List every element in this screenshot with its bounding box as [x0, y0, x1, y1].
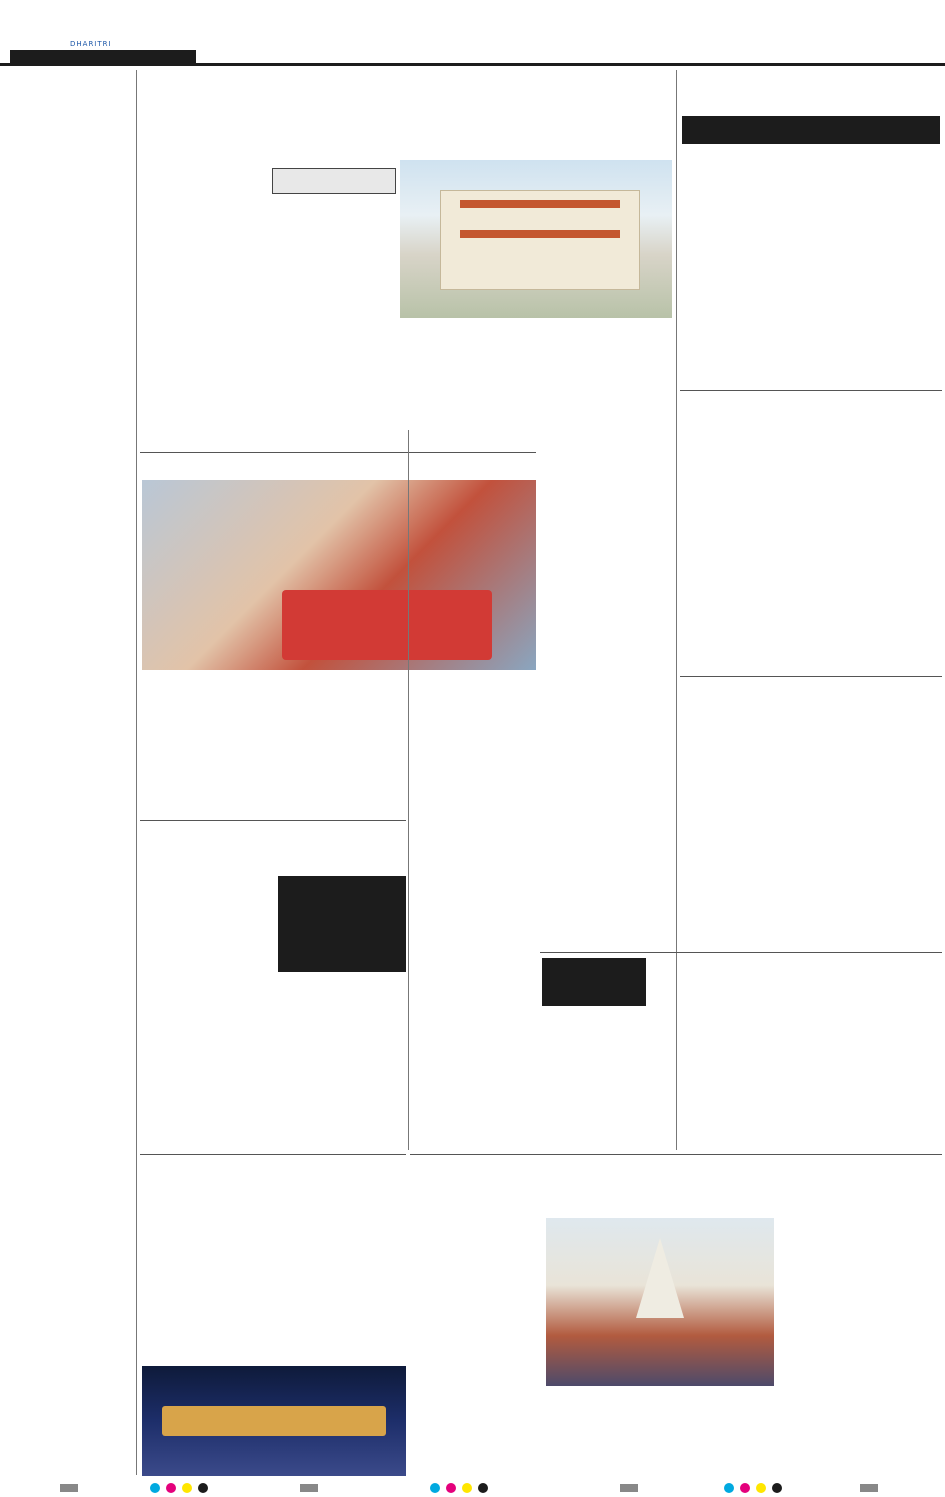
iram-body [682, 712, 940, 948]
top-right-subheadline [682, 116, 940, 144]
natak-headline [682, 396, 940, 428]
section-rule [680, 676, 942, 677]
left-story-body [4, 638, 132, 788]
section-rule [140, 820, 406, 821]
chaitra-body [412, 1228, 542, 1474]
collector-headline [142, 434, 534, 478]
temple-photo [546, 1218, 774, 1386]
column-rule [136, 70, 137, 1475]
registration-bar [860, 1484, 878, 1492]
protest-photo [142, 480, 536, 670]
main-story-body [142, 196, 398, 450]
left-story [4, 1200, 132, 1430]
jagannath-headline [142, 1160, 404, 1220]
main-headline [142, 84, 672, 150]
newspaper-logo [10, 4, 200, 42]
section-rule [680, 390, 942, 391]
black-dot [198, 1483, 208, 1493]
cyan-dot [150, 1483, 160, 1493]
hospital-body [542, 1010, 940, 1150]
left-story-body [4, 1036, 132, 1196]
cyan-dot [724, 1483, 734, 1493]
yellow-dot [462, 1483, 472, 1493]
baisinga-body [142, 880, 406, 1150]
hospital-headline [652, 960, 940, 1004]
iram-headline [682, 682, 940, 708]
baisinga-headline [142, 826, 404, 860]
left-column [4, 70, 132, 1475]
left-story [4, 638, 132, 788]
masthead [0, 0, 945, 66]
dateline [10, 50, 196, 64]
top-right-headline [682, 78, 940, 112]
left-story [4, 1036, 132, 1196]
registration-bar [620, 1484, 638, 1492]
column-rule [408, 430, 409, 1150]
main-tag [272, 168, 396, 194]
bidio-headline [540, 432, 674, 482]
hostel-photo [400, 160, 672, 318]
logo-subtitle: DHARITRI [70, 40, 112, 48]
black-dot [772, 1483, 782, 1493]
section-rule [540, 952, 942, 953]
section-rule [410, 1154, 942, 1155]
collector-body [142, 700, 536, 816]
hospital-tag [542, 958, 646, 1006]
left-story-body [4, 74, 132, 634]
print-registration-marks [0, 1480, 945, 1497]
left-story [4, 74, 132, 634]
registration-bar [60, 1484, 78, 1492]
registration-bar [300, 1484, 318, 1492]
jagannath-body [142, 1224, 406, 1364]
top-right-body [682, 150, 940, 386]
left-story [4, 792, 132, 1032]
natak-body [682, 432, 940, 672]
cyan-dot [430, 1483, 440, 1493]
accident-headline [412, 826, 538, 854]
section-rule [140, 1154, 406, 1155]
black-dot [478, 1483, 488, 1493]
yellow-dot [756, 1483, 766, 1493]
magenta-dot [446, 1483, 456, 1493]
magenta-dot [166, 1483, 176, 1493]
yellow-dot [182, 1483, 192, 1493]
jagannath-photo [142, 1366, 406, 1476]
magenta-dot [740, 1483, 750, 1493]
bidio-body [540, 500, 674, 820]
chaitra-headline [412, 1160, 940, 1210]
left-story-body [4, 1200, 132, 1430]
left-story-body [4, 792, 132, 1032]
